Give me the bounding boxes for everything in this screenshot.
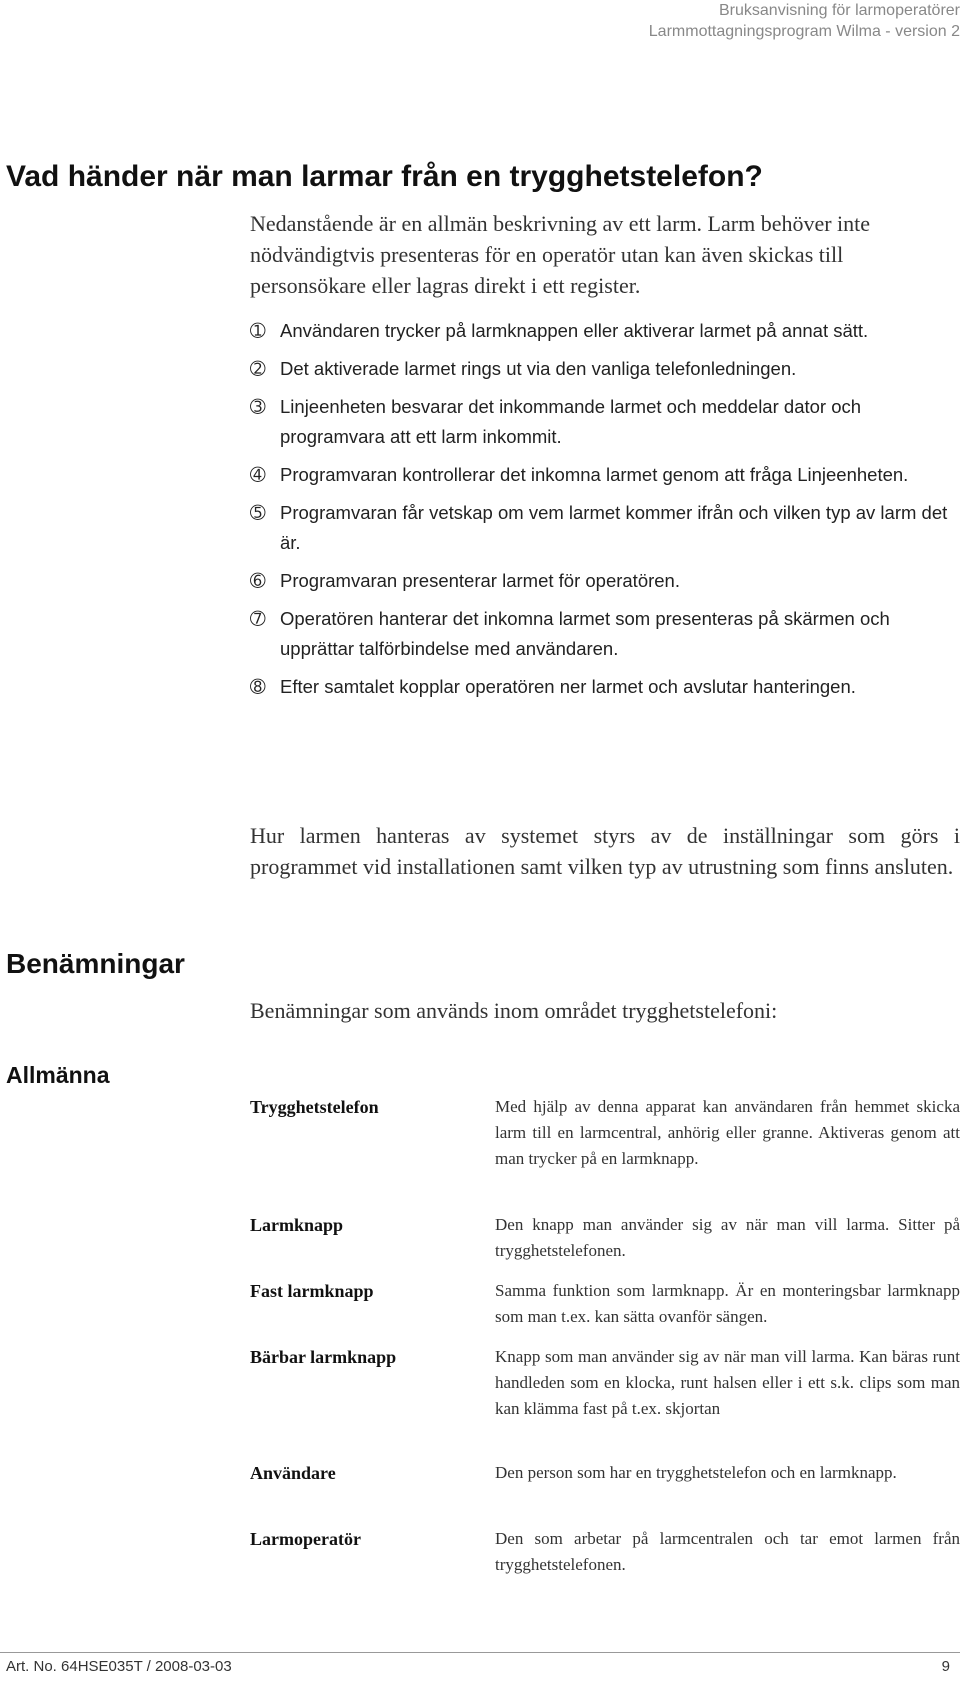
section-closing-paragraph: Hur larmen hanteras av systemet styrs av de inställningar som görs i programmet vid installationen samt vilken typ av utrustning som finns ansluten. [250, 823, 960, 879]
glossary-definition: Samma funktion som larmknapp. Är en monteringsbar larmknapp som man t.ex. kan sätta ovanför sängen. [495, 1281, 960, 1326]
glossary-definition: Den person som har en trygghetstelefon och en larmknapp. [495, 1463, 897, 1482]
step-number: ➅ [250, 570, 266, 591]
glossary-definition: Med hjälp av denna apparat kan användaren från hemmet skicka larm till en larmcentral, anhörig eller granne. Aktiveras genom att man trycker på en larmknapp. [495, 1097, 960, 1168]
subsection-title-general: Allmänna [6, 1062, 110, 1088]
list-item [250, 392, 960, 452]
step-text: Programvaran presenterar larmet för operatören. [280, 570, 680, 591]
glossary-definition: Den knapp man använder sig av när man vill larma. Sitter på trygghetstelefonen. [495, 1215, 960, 1260]
glossary-term: Fast larmknapp [250, 1281, 374, 1301]
step-number: ➆ [250, 608, 266, 629]
step-number: ➁ [250, 358, 266, 379]
step-number: ➇ [250, 676, 266, 697]
page-header [0, 0, 960, 42]
step-text: Programvaran får vetskap om vem larmet kommer ifrån och vilken typ av larm det är. [280, 502, 948, 553]
footer-article-number: Art. No. 64HSE035T / 2008-03-03 [6, 1658, 232, 1675]
step-text: Användaren trycker på larmknappen eller aktiverar larmet på annat sätt. [280, 320, 869, 341]
glossary-term: Bärbar larmknapp [250, 1347, 397, 1367]
glossary-definition: Knapp som man använder sig av när man vill larma. Kan bäras runt handleden som en klocka, runt halsen eller i ett s.k. clips som man kan klämma fast på t.ex. skjortan [495, 1347, 960, 1418]
section-title-terminology: Benämningar [6, 948, 185, 979]
glossary-term: Trygghetstelefon [250, 1097, 379, 1117]
glossary-term: Larmknapp [250, 1215, 344, 1235]
footer-page-number: 9 [941, 1658, 950, 1675]
header-manual-title: Bruksanvisning för larmoperatörer [719, 2, 960, 19]
header-program-title: Larmmottagningsprogram Wilma - version 2 [648, 23, 960, 40]
step-text: Efter samtalet kopplar operatören ner larmet och avslutar hanteringen. [280, 676, 856, 697]
step-number: ➂ [250, 396, 266, 417]
step-text: Programvaran kontrollerar det inkomna larmet genom att fråga Linjeenheten. [280, 464, 909, 485]
footer-divider [0, 1652, 960, 1653]
step-number: ➀ [250, 320, 266, 341]
terminology-intro: Benämningar som används inom området trygghetstelefoni: [250, 998, 778, 1023]
list-item [250, 354, 960, 384]
glossary-term: Användare [250, 1463, 336, 1483]
list-item [250, 672, 960, 702]
step-number: ➃ [250, 464, 266, 485]
list-item [250, 604, 960, 664]
alarm-steps-list [250, 316, 960, 710]
list-item [250, 460, 960, 490]
list-item [250, 498, 960, 558]
step-text: Linjeenheten besvarar det inkommande larmet och meddelar dator och programvara att ett larm inkommit. [280, 396, 862, 447]
section-title-alarm-flow: Vad händer när man larmar från en trygghetstelefon? [6, 160, 763, 193]
glossary-definition: Den som arbetar på larmcentralen och tar emot larmen från trygghetstelefonen. [495, 1529, 960, 1574]
step-number: ➄ [250, 502, 266, 523]
glossary-term: Larmoperatör [250, 1529, 361, 1549]
step-text: Det aktiverade larmet rings ut via den vanliga telefonledningen. [280, 358, 797, 379]
step-text: Operatören hanterar det inkomna larmet som presenteras på skärmen och upprättar talförbindelse med användaren. [280, 608, 890, 659]
list-item [250, 566, 960, 596]
section-intro: Nedanstående är en allmän beskrivning av ett larm. Larm behöver inte nödvändigtvis presenteras för en operatör utan kan även skickas till personsökare eller lagras direkt i ett register. [250, 211, 871, 298]
list-item [250, 316, 960, 346]
